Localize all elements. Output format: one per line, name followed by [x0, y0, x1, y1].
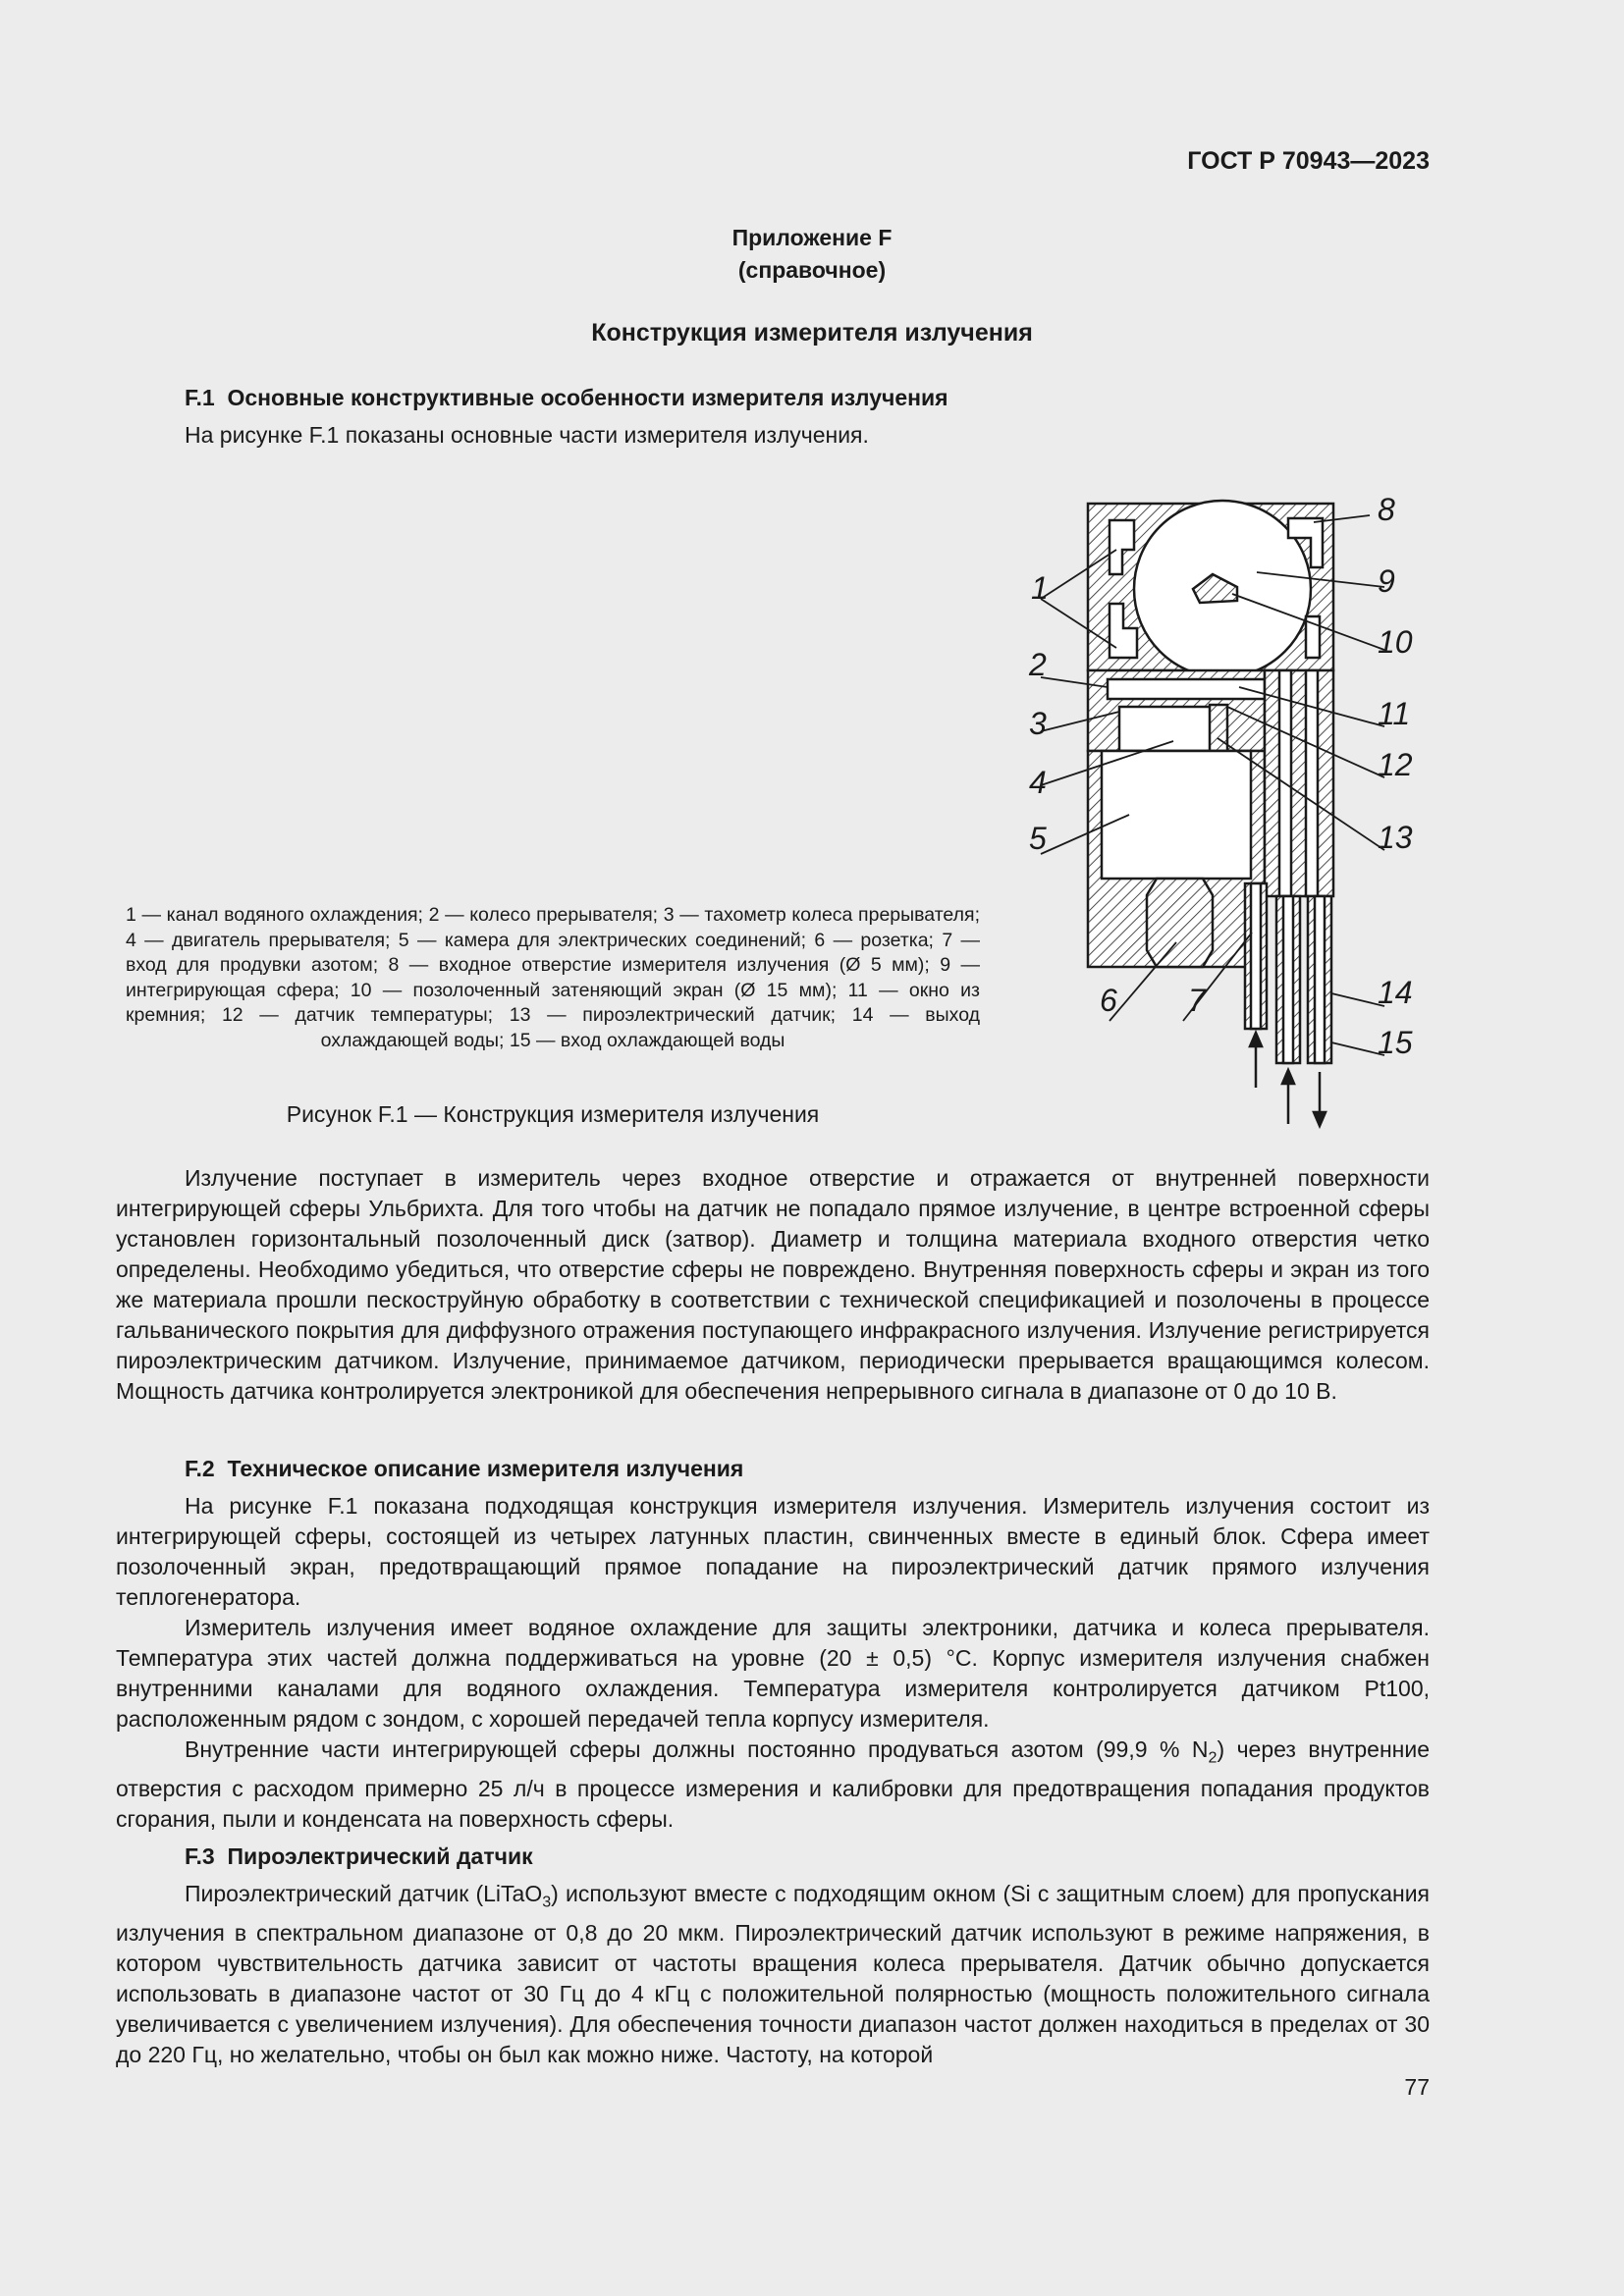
figure-label-11: 11 — [1378, 696, 1411, 731]
figure-label-10: 10 — [1378, 624, 1413, 660]
figure-label-8: 8 — [1378, 492, 1395, 527]
figure-label-15: 15 — [1378, 1025, 1413, 1060]
section-f3-title: Пироэлектрический датчик — [227, 1843, 533, 1869]
section-f3-paragraph-1-text-b: ) используют вместе с подходящим окном (Si с защитным слоем) для пропускания излучения в спектральном диапазоне от 0,8 до 20 мкм. Пироэлектрический датчик используют в режиме напряжения, в котором чувствительность датчика зависит от частоты вращения колеса прерывателя. Датчик обычно допускается использовать в диапазоне частот от 30 Гц до 4 кГц с положительной полярностью (мощность положительного сигнала увеличивается с увеличением излучения). Для обеспечения точности диапазон частот должен находиться в пределах от 30 до 220 Гц, но желательно, чтобы он был как можно ниже. Частоту, на которой — [116, 1881, 1430, 2067]
section-f1-heading — [185, 385, 948, 411]
annex-heading: Конструкция измерителя излучения — [591, 319, 1033, 347]
section-f3-heading — [185, 1843, 533, 1870]
section-f2-paragraph-1: На рисунке F.1 показана подходящая конструкция измерителя излучения. Измеритель излучения состоит из интегрирующей сферы, состоящей из четырех латунных пластин, свинченных вместе в единый блок. Сфера имеет позолоченный экран, предотвращающий прямое попадание на пироэлектрический датчик прямого излучения теплогенератора. — [116, 1493, 1430, 1610]
figure-label-13: 13 — [1378, 820, 1413, 855]
figure-label-6: 6 — [1100, 983, 1117, 1018]
figure-legend: 1 — канал водяного охлаждения; 2 — колесо прерывателя; 3 — тахометр колеса прерывателя; 4 — двигатель прерывателя; 5 — камера для электрических соединений; 6 — розетка; 7 — вход для продувки азотом; 8 — входное отверстие измерителя излучения (Ø 5 мм); 9 — интегрирующая сфера; 10 — позолоченный затеняющий экран (Ø 15 мм); 11 — окно из кремния; 12 — датчик температуры; 13 — пироэлектрический датчик; 14 — выход охлаждающей воды; 15 — вход охлаждающей воды — [126, 904, 980, 1051]
figure-label-9: 9 — [1378, 563, 1395, 599]
section-f2-paragraph-3 — [116, 1735, 1430, 1835]
figure-label-2: 2 — [1029, 647, 1047, 682]
section-f2-heading — [185, 1456, 743, 1482]
section-f2-title: Техническое описание измерителя излучения — [227, 1456, 744, 1481]
section-f2-paragraph-2: Измеритель излучения имеет водяное охлаждение для защиты электроники, датчика и колеса прерывателя. Температура этих частей должна поддерживаться на уровне (20 ± 0,5) °С. Корпус измерителя излучения снабжен внутренними каналами для водяного охлаждения. Температура измерителя контролируется датчиком Pt100, расположенным рядом с зондом, с хорошей передачей тепла корпусу измерителя. — [116, 1615, 1430, 1732]
figure-label-12: 12 — [1378, 747, 1413, 782]
litao-subscript: 3 — [542, 1893, 552, 1911]
figure-caption: Рисунок F.1 — Конструкция измерителя излучения — [286, 1101, 820, 1127]
page-number: 77 — [1404, 2074, 1430, 2100]
section-f3-paragraph-1-text-a: Пироэлектрический датчик (LiTaO — [185, 1881, 543, 1906]
figure-label-7: 7 — [1188, 983, 1206, 1018]
section-f3-number: F.3 — [185, 1843, 215, 1869]
section-f1-title: Основные конструктивные особенности измерителя излучения — [227, 385, 948, 410]
figure-label-1: 1 — [1031, 570, 1049, 606]
section-f1-intro: На рисунке F.1 показаны основные части измерителя излучения. — [185, 422, 869, 448]
section-f3-paragraph-1 — [116, 1879, 1430, 2070]
section-f2-number: F.2 — [185, 1456, 215, 1481]
annex-title: Приложение F — [731, 225, 893, 250]
section-f2-paragraph-3-text-a: Внутренние части интегрирующей сферы должны постоянно продуваться азотом (99,9 % N — [185, 1736, 1209, 1762]
nitrogen-subscript: 2 — [1208, 1748, 1218, 1767]
figure-label-5: 5 — [1029, 821, 1047, 856]
annex-type: (справочное) — [737, 257, 887, 283]
figure-f1-drawing — [1011, 486, 1473, 1134]
figure-label-3: 3 — [1029, 706, 1047, 741]
section-f1-body: Излучение поступает в измеритель через входное отверстие и отражается от внутренней поверхности интегрирующей сферы Ульбрихта. Для того чтобы на датчик не попадало прямое излучение, в центре встроенной сферы установлен горизонтальный позолоченный диск (затвор). Диаметр и толщина материала входного отверстия четко определены. Необходимо убедиться, что отверстие сферы не повреждено. Внутренняя поверхность сферы и экран из того же материала прошли пескоструйную обработку в соответствии с технической спецификацией и позолочены в процессе гальванического покрытия для диффузного отражения поступающего инфракрасного излучения. Излучение регистрируется пироэлектрическим датчиком. Излучение, принимаемое датчиком, периодически прерывается вращающимся колесом. Мощность датчика контролируется электроникой для обеспечения непрерывного сигнала в диапазоне от 0 до 10 В. — [116, 1165, 1430, 1404]
figure-label-14: 14 — [1378, 975, 1413, 1010]
section-f1-number: F.1 — [185, 385, 215, 410]
standard-id: ГОСТ Р 70943—2023 — [1187, 147, 1430, 175]
section-f2-paragraph-3-text-b: ) через внутренние отверстия с расходом примерно 25 л/ч в процессе измерения и калибровки для предотвращения попадания продуктов сгорания, пыли и конденсата на поверхность сферы. — [116, 1736, 1430, 1832]
figure-label-4: 4 — [1029, 765, 1047, 800]
